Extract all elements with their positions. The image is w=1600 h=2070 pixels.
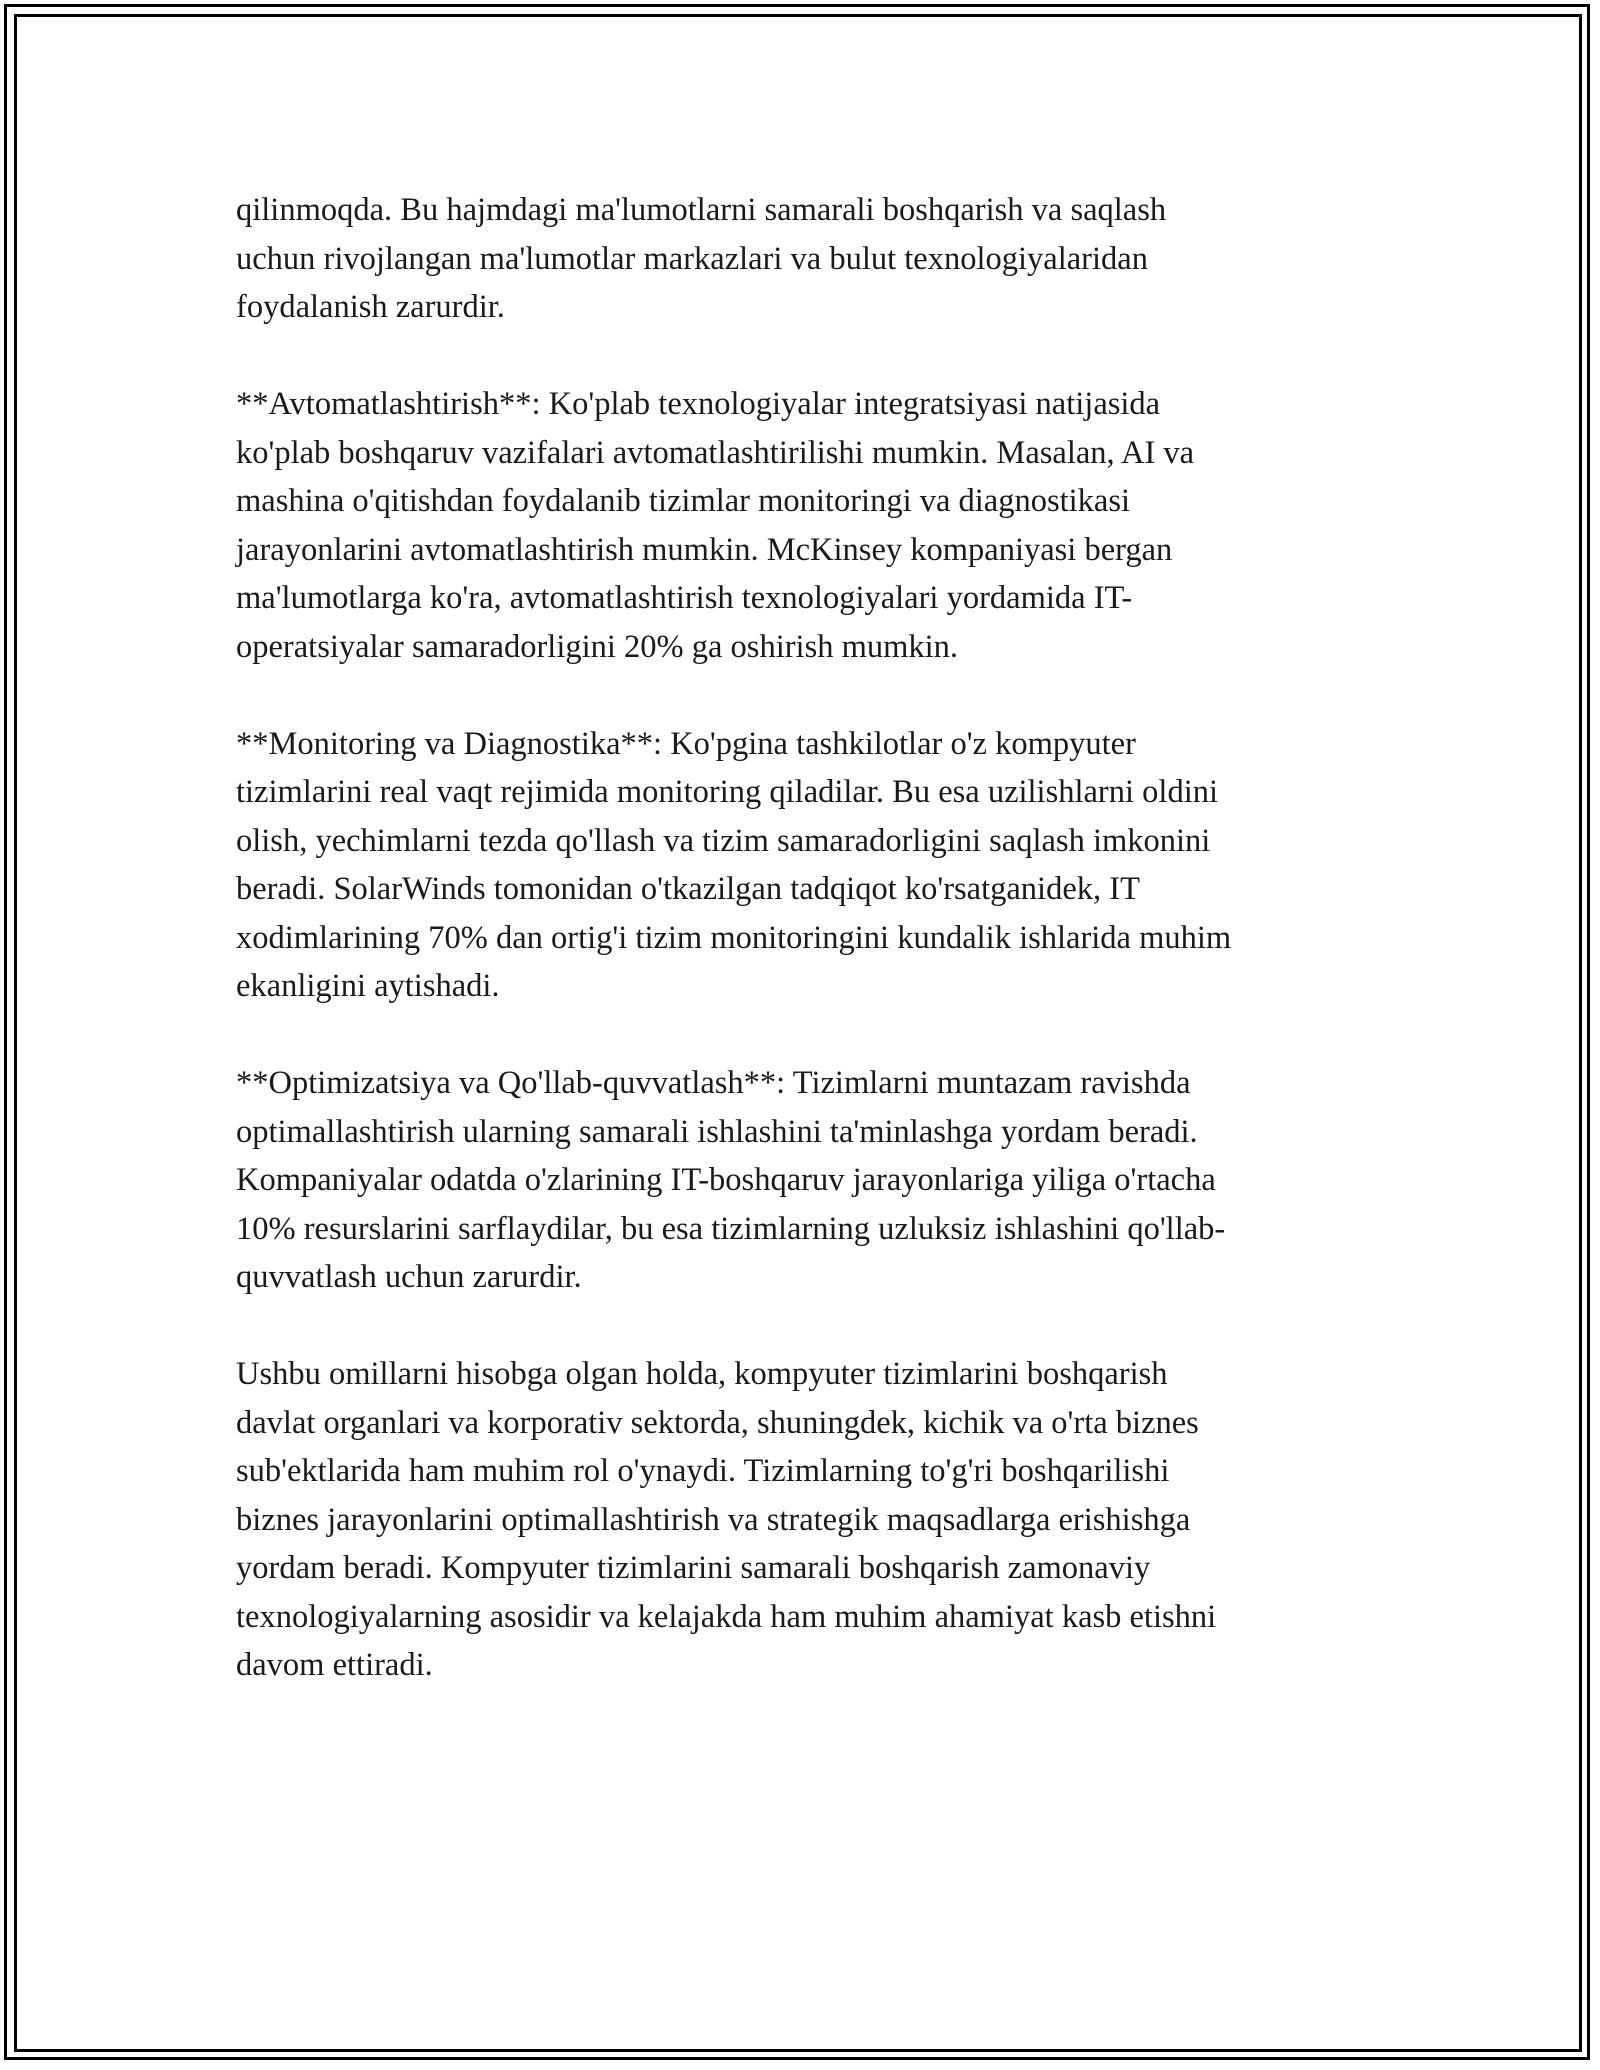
paragraph-monitoring-diagnostics: **Monitoring va Diagnostika**: Ko'pgina tashkilotlar o'z kompyuter tizimlarini real vaqt rejimida monitoring qiladilar. Bu esa uzilishlarni oldini olish, yechimlarni tezda qo'llash va tizim samaradorligini saqlash imkonini beradi. SolarWinds tomonidan o'tkazilgan tadqiqot ko'rsatganidek, IT xodimlarining 70% dan ortig'i tizim monitoringini kundalik ishlarida muhim ekanligini aytishadi. xyxy=(236,725,1232,1004)
document-body xyxy=(236,186,1366,1738)
paragraph-data-storage: qilinmoqda. Bu hajmdagi ma'lumotlarni samarali boshqarish va saqlash uchun rivojlangan ma'lumotlar markazlari va bulut texnologiyalaridan foydalanish zarurdir. xyxy=(236,192,1167,325)
paragraph-automation: **Avtomatlashtirish**: Ko'plab texnologiyalar integratsiyasi natijasida ko'plab boshqaruv vazifalari avtomatlashtirilishi mumkin. Masalan, AI va mashina o'qitishdan foydalanib tizimlar monitoringi va diagnostikasi jarayonlarini avtomatlashtirish mumkin. McKinsey kompaniyasi bergan ma'lumotlarga ko'ra, avtomatlashtirish texnologiyalari yordamida IT- operatsiyalar samaradorligini 20% ga oshirish mumkin. xyxy=(236,386,1195,665)
paragraph-conclusion: Ushbu omillarni hisobga olgan holda, kompyuter tizimlarini boshqarish davlat organlari va korporativ sektorda, shuningdek, kichik va o'rta biznes sub'ektlarida ham muhim rol o'ynaydi. Tizimlarning to'g'ri boshqarilishi biznes jarayonlarini optimallashtirish va strategik maqsadlarga erishishga yordam beradi. Kompyuter tizimlarini samarali boshqarish zamonaviy texnologiyalarning asosidir va kelajakda ham muhim ahamiyat kasb etishni davom ettiradi. xyxy=(236,1356,1217,1683)
paragraph-optimization-support: **Optimizatsiya va Qo'llab-quvvatlash**: Tizimlarni muntazam ravishda optimallashtirish ularning samarali ishlashini ta'minlashga yordam beradi. Kompaniyalar odatda o'zlarining IT-boshqaruv jarayonlariga yiliga o'rtacha 10% resurslarini sarflaydilar, bu esa tizimlarning uzluksiz ishlashini qo'llab- quvvatlash uchun zarurdir. xyxy=(236,1065,1226,1295)
